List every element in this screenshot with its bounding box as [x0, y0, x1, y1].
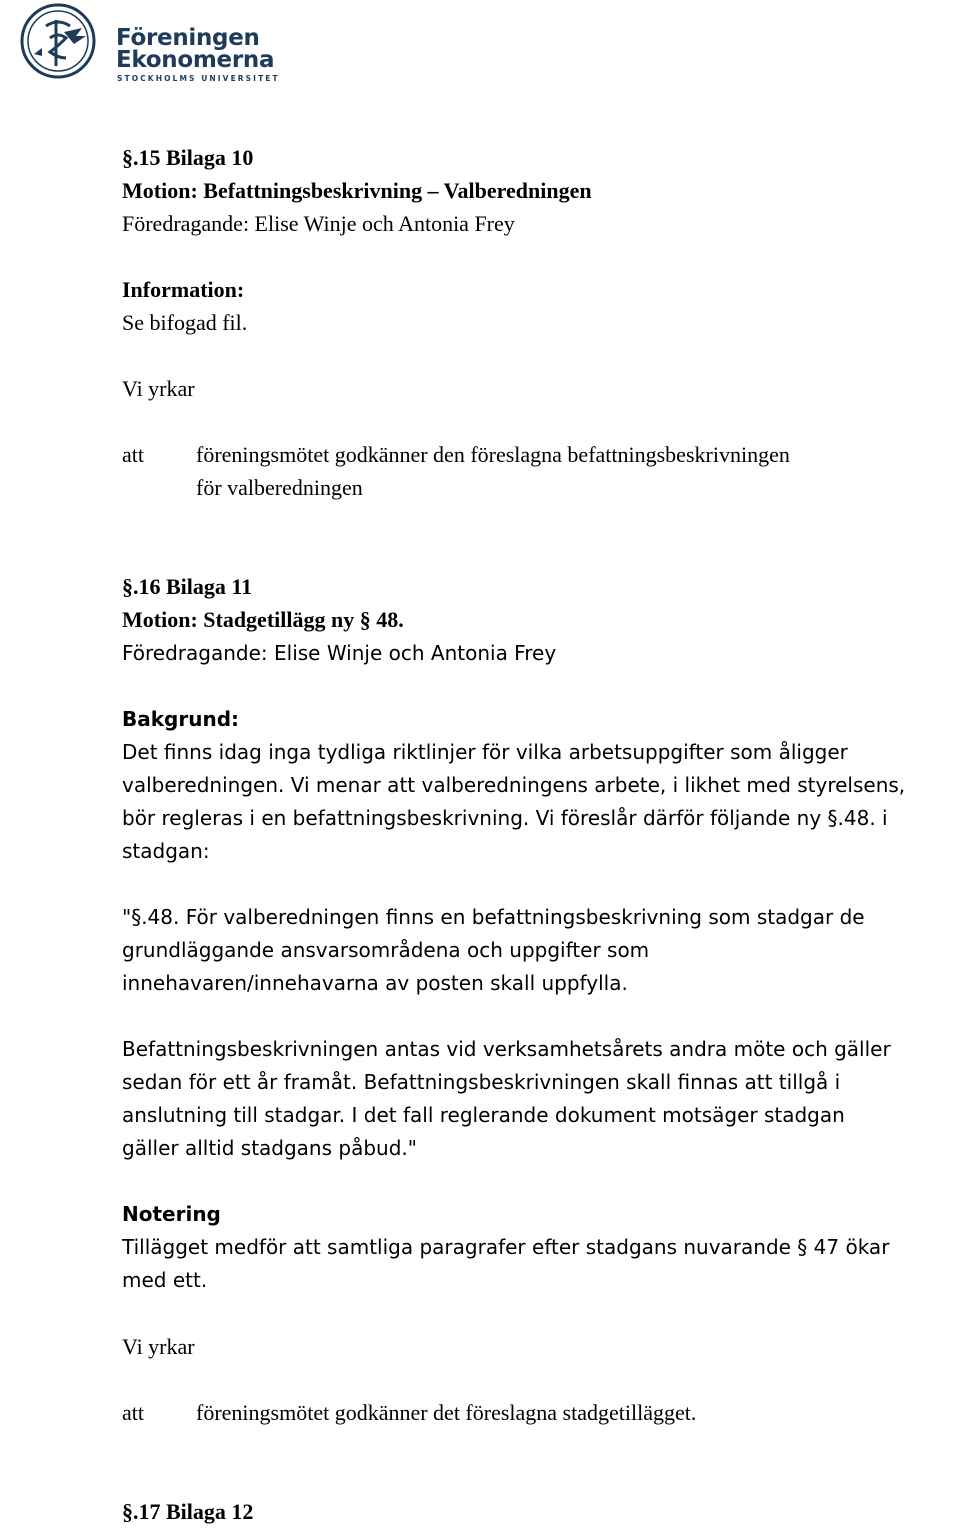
- quote-line: Befattningsbeskrivningen antas vid verksamhetsårets andra möte och gäller: [122, 1037, 891, 1061]
- logo: [6, 2, 280, 83]
- section-16-att-line: föreningsmötet godkänner det föreslagna stadgetillägget.: [196, 1400, 697, 1425]
- notering-line: Tillägget medför att samtliga paragrafer efter stadgans nuvarande § 47 ökar: [122, 1235, 890, 1259]
- quote-line: anslutning till stadgar. I det fall reglerande dokument motsäger stadgan: [122, 1103, 845, 1127]
- bakgrund-line: stadgan:: [122, 839, 210, 863]
- section-15-presenters: Föredragande: Elise Winje och Antonia Frey: [122, 211, 515, 236]
- section-15-info-label: Information:: [122, 277, 245, 302]
- section-16-yrkar: Vi yrkar: [122, 1334, 195, 1359]
- bakgrund-line: valberedningen. Vi menar att valberedningens arbete, i likhet med styrelsens,: [122, 773, 906, 797]
- section-16-att: att: [122, 1400, 144, 1425]
- section-16-heading: §.16 Bilaga 11: [122, 574, 253, 599]
- section-15-heading: §.15 Bilaga 10: [122, 145, 254, 170]
- section-15-motion: Motion: Befattningsbeskrivning – Valberedningen: [122, 178, 592, 203]
- section-15-yrkar: Vi yrkar: [122, 376, 195, 401]
- section-16-motion: Motion: Stadgetillägg ny § 48.: [122, 607, 404, 632]
- section-15-att-line-1: föreningsmötet godkänner den föreslagna befattningsbeskrivningen: [196, 442, 790, 467]
- bakgrund-line: Det finns idag inga tydliga riktlinjer för vilka arbetsuppgifter som åligger: [122, 740, 848, 764]
- logo-text-line2: Ekonomerna: [116, 47, 275, 73]
- quote-line: innehavaren/innehavarna av posten skall uppfylla.: [122, 971, 628, 995]
- section-16-presenters: Föredragande: Elise Winje och Antonia Frey: [122, 641, 557, 665]
- notering-line: med ett.: [122, 1268, 208, 1292]
- logo-text-line3: STOCKHOLMS UNIVERSITET: [117, 74, 280, 83]
- section-15-att: att: [122, 442, 144, 467]
- logo-emblem-icon: [6, 2, 106, 80]
- section-15-att-line-2: för valberedningen: [196, 475, 363, 500]
- quote-line: sedan för ett år framåt. Befattningsbeskrivningen skall finnas att tillgå i: [122, 1070, 841, 1094]
- section-16-bakgrund-label: Bakgrund:: [122, 707, 240, 731]
- quote-line: grundläggande ansvarsområdena och uppgifter som: [122, 938, 650, 962]
- section-15-info-text: Se bifogad fil.: [122, 310, 248, 335]
- section-17-heading: §.17 Bilaga 12: [122, 1499, 254, 1524]
- quote-line: gäller alltid stadgans påbud.": [122, 1136, 417, 1160]
- section-16-notering-label: Notering: [122, 1202, 221, 1226]
- bakgrund-line: bör regleras i en befattningsbeskrivning. Vi föreslår därför följande ny §.48. i: [122, 806, 888, 830]
- quote-line: "§.48. För valberedningen finns en befattningsbeskrivning som stadgar de: [122, 905, 865, 929]
- logo-text-line1: Föreningen: [116, 25, 260, 51]
